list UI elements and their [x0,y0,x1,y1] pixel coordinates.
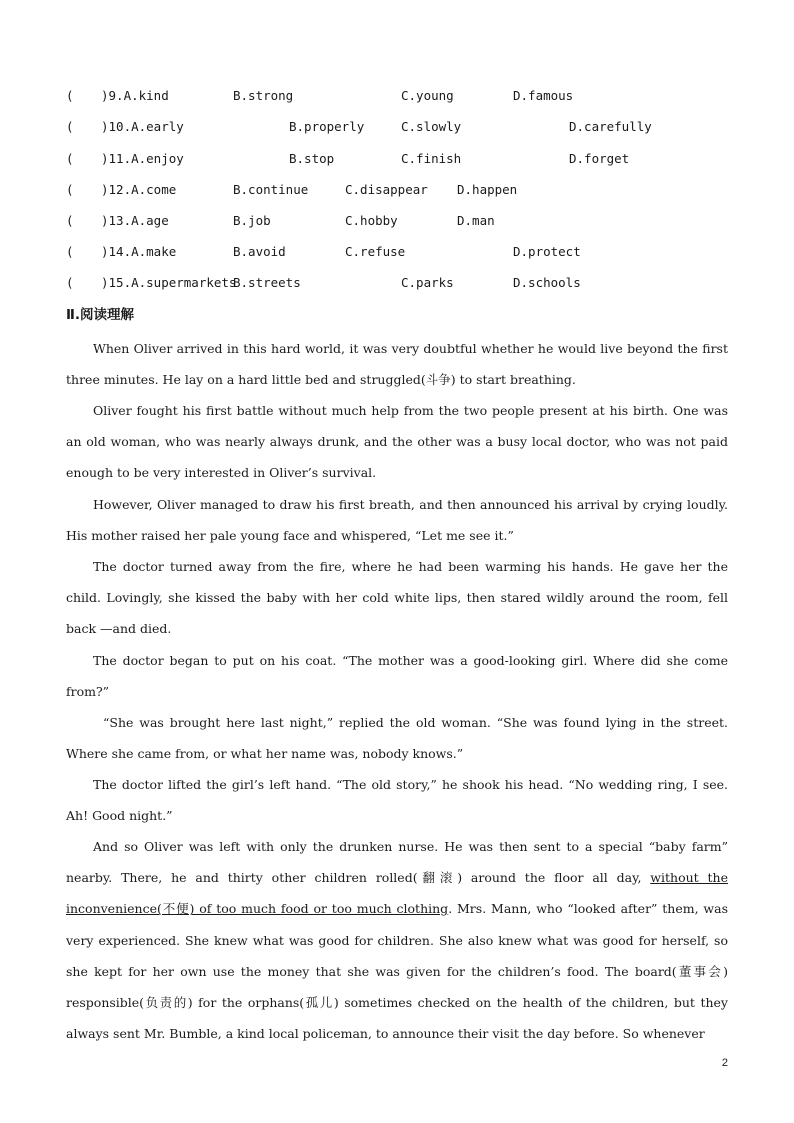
option-a: )12.A.come [101,182,177,197]
answer-blank: ( [66,182,74,197]
paragraph: Oliver fought his first battle without much help from the two people present at his birth. One was an old woman, who was nearly always drunk, and the other was a busy local doctor, who was not paid enough to be very interested in Oliver’s survival. [66,403,728,481]
answer-blank: ( [66,244,74,259]
option-b: B.stop [289,151,335,166]
paragraph [66,831,728,1049]
paragraph: “She was brought here last night,” replied the old woman. “She was found lying in the street. Where she came from, or what her name was, nobody knows.” [66,715,728,762]
paragraph: The doctor began to put on his coat. “The mother was a good-looking girl. Where did she come from?” [66,653,728,700]
option-c: C.disappear [345,182,428,197]
option-d: D.protect [513,244,581,259]
paragraph-text: . Mrs. Mann, who “looked after” them, was very experienced. She knew what was good for children. She also knew what was good for herself, so she kept for her own use the money that she was given for the children’s food. The board(董事会) responsible(负责的) for the orphans(孤儿) sometimes checked on the health of the children, but they always sent Mr. Bumble, a kind local policeman, to announce their visit the day before. So whenever [66,901,729,1042]
option-a: )14.A.make [101,244,177,259]
answer-blank: ( [66,213,74,228]
option-b: B.job [233,213,271,228]
underlined-phrase: without the inconvenience(不便) of too much food or too much clothing [66,870,728,917]
paragraph-text: And so Oliver was left with only the drunken nurse. He was then sent to a special “baby farm” nearby. There, he and thirty other children rolled(翻滚) around the floor all day, [66,839,728,886]
option-c: C.young [401,88,454,103]
option-a: )11.A.enjoy [101,151,184,166]
option-b: B.streets [233,275,301,290]
option-c: C.refuse [345,244,406,259]
option-d: D.schools [513,275,581,290]
answer-blank: ( [66,151,74,166]
option-a: )10.A.early [101,119,184,134]
option-c: C.finish [401,151,462,166]
option-b: B.strong [233,88,294,103]
page-number: 2 [721,1057,728,1069]
paragraph: However, Oliver managed to draw his first breath, and then announced his arrival by crying loudly. His mother raised her pale young face and whispered, “Let me see it.” [66,497,728,544]
option-a: )13.A.age [101,213,169,228]
answer-blank: ( [66,275,74,290]
option-d: D.man [457,213,495,228]
option-c: C.slowly [401,119,462,134]
option-b: B.avoid [233,244,286,259]
option-d: D.famous [513,88,574,103]
section-title: Ⅱ.阅读理解 [66,307,135,323]
option-d: D.carefully [569,119,652,134]
option-b: B.continue [233,182,309,197]
answer-blank: ( [66,88,74,103]
paragraph: The doctor turned away from the fire, where he had been warming his hands. He gave her the child. Lovingly, she kissed the baby with her cold white lips, then stared wildly around the room, fell back —and died. [66,559,728,637]
paragraph: When Oliver arrived in this hard world, it was very doubtful whether he would live beyond the first three minutes. He lay on a hard little bed and struggled(斗争) to start breathing. [66,341,728,388]
answer-blank: ( [66,119,74,134]
option-d: D.forget [569,151,630,166]
option-a: )15.A.supermarkets [101,275,237,290]
option-a: )9.A.kind [101,88,169,103]
option-c: C.hobby [345,213,398,228]
option-c: C.parks [401,275,454,290]
option-b: B.properly [289,119,365,134]
paragraph: The doctor lifted the girl’s left hand. “The old story,” he shook his head. “No wedding ring, I see. Ah! Good night.” [66,777,728,824]
option-d: D.happen [457,182,518,197]
